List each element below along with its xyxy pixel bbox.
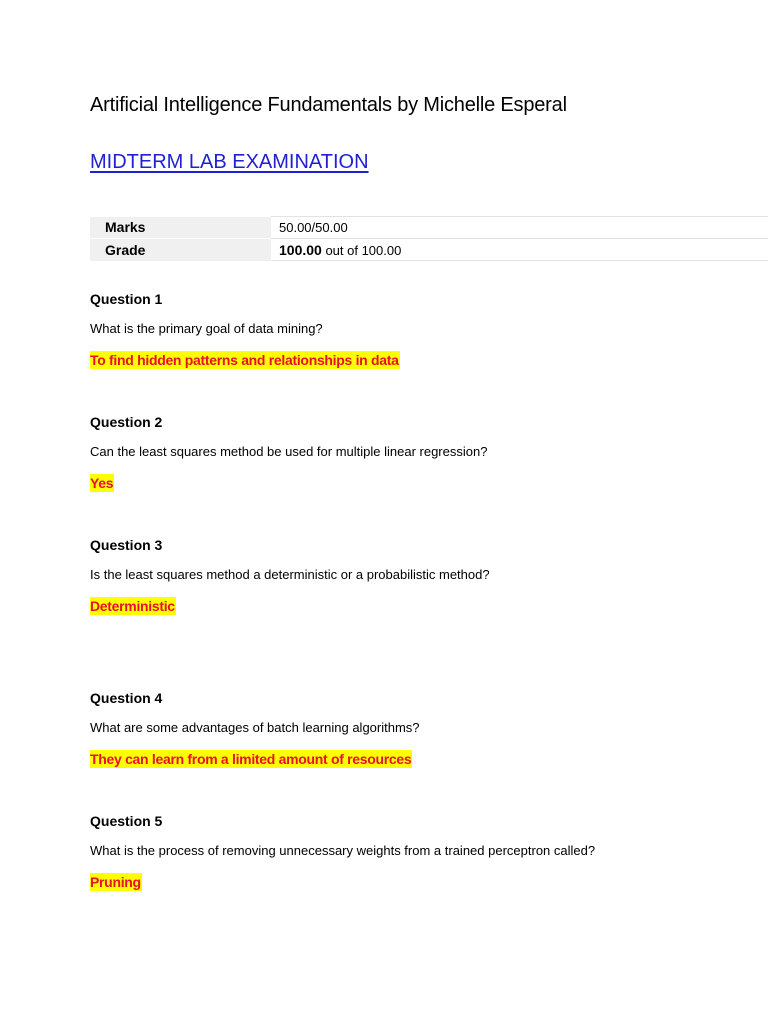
marks-value: 50.00/50.00 [271,217,768,239]
question-answer: Deterministic [90,598,175,614]
document-title: Artificial Intelligence Fundamentals by Michelle Esperal [90,94,567,116]
question-text: Can the least squares method be used for multiple linear regression? [90,444,488,459]
marks-label: Marks [90,217,271,239]
question-block [90,290,750,370]
grade-row [90,239,768,261]
question-text: Is the least squares method a deterministic or a probabilistic method? [90,567,490,582]
question-text: What is the primary goal of data mining? [90,321,323,336]
grade-label: Grade [90,239,271,261]
marks-row [90,217,768,239]
question-block [90,413,750,493]
question-label: Question 5 [90,813,163,829]
midterm-exam-link[interactable]: MIDTERM LAB EXAMINATION [90,151,369,173]
question-answer: Pruning [90,874,141,890]
question-text: What is the process of removing unnecessary weights from a trained perceptron called? [90,843,596,858]
question-answer: Yes [90,475,114,491]
grade-score: 100.00 [279,241,322,258]
question-block [90,536,750,616]
question-text: What are some advantages of batch learning algorithms? [90,720,420,735]
question-block [90,689,750,769]
question-label: Question 1 [90,291,163,307]
question-answer: They can learn from a limited amount of resources [90,751,412,767]
question-label: Question 4 [90,690,163,706]
grade-summary-table [90,216,768,261]
grade-value [271,239,768,261]
grade-out-of: out of 100.00 [321,242,402,258]
question-label: Question 3 [90,537,163,553]
question-block [90,812,750,892]
question-label: Question 2 [90,414,163,430]
question-answer: To find hidden patterns and relationships in data [90,352,399,368]
